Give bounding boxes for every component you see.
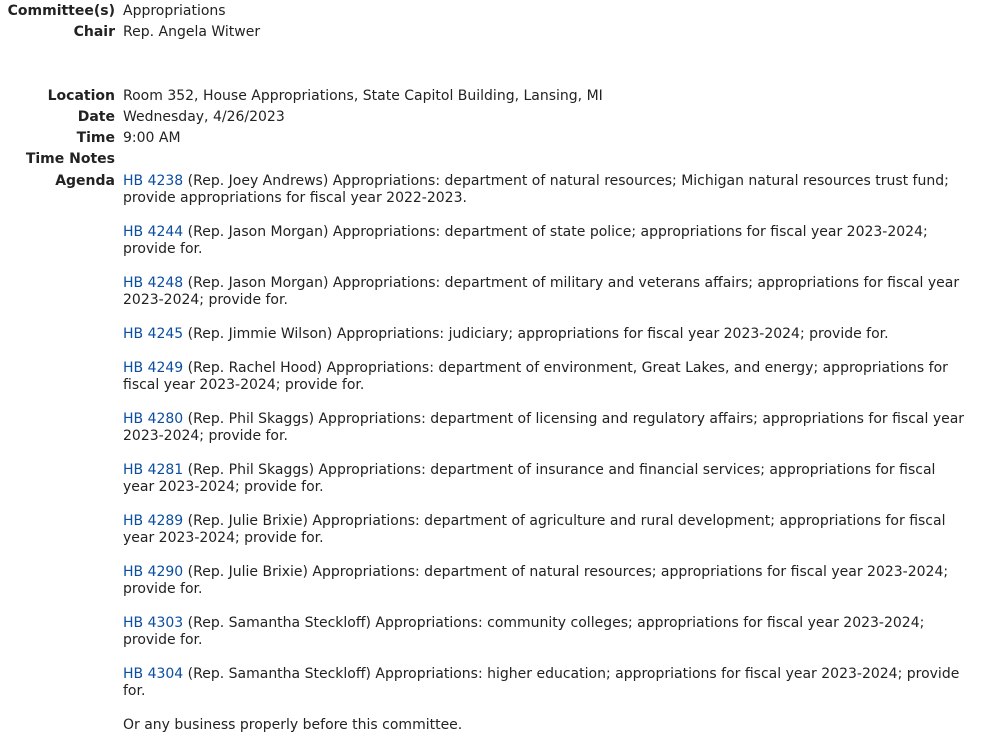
bill-link-hb-4248[interactable]: HB 4248 (123, 275, 184, 291)
committee-value: Appropriations (123, 3, 226, 19)
location-label: Location (47, 88, 115, 104)
bill-link-hb-4244[interactable]: HB 4244 (123, 224, 184, 240)
agenda-item (123, 513, 968, 547)
closing-note: Or any business properly before this committee. (123, 717, 463, 733)
bill-link-hb-4280[interactable]: HB 4280 (123, 411, 184, 427)
agenda-item-text: (Rep. Samantha Steckloff) Appropriations: community colleges; appropriations for fiscal year 2023-2024; provide for. (123, 615, 925, 648)
date-row (0, 109, 1000, 126)
agenda-item (123, 224, 968, 258)
time-notes-row (0, 151, 1000, 168)
agenda-item-text: (Rep. Samantha Steckloff) Appropriations: higher education; appropriations for fiscal year 2023-2024; provide for. (123, 666, 960, 699)
agenda-item (123, 173, 968, 207)
agenda-item (123, 666, 968, 700)
agenda-item (123, 564, 968, 598)
agenda-item-text: (Rep. Phil Skaggs) Appropriations: department of insurance and financial services; appropriations for fiscal year 2023-2024; provide for. (123, 462, 936, 495)
chair-label: Chair (73, 24, 115, 40)
agenda-item-text: (Rep. Jason Morgan) Appropriations: department of military and veterans affairs; appropriations for fiscal year 2023-2024; provide for. (123, 275, 960, 308)
agenda-item (123, 275, 968, 309)
agenda-label: Agenda (55, 173, 115, 189)
agenda-item (123, 615, 968, 649)
chair-row (0, 24, 1000, 41)
time-label: Time (76, 130, 115, 146)
bill-link-hb-4249[interactable]: HB 4249 (123, 360, 184, 376)
agenda-item-text: (Rep. Jason Morgan) Appropriations: department of state police; appropriations for fiscal year 2023-2024; provide for. (123, 224, 928, 257)
bill-link-hb-4290[interactable]: HB 4290 (123, 564, 184, 580)
agenda-item (123, 462, 968, 496)
location-row (0, 88, 1000, 105)
committee-label: Committee(s) (7, 3, 115, 19)
agenda-item-text: (Rep. Rachel Hood) Appropriations: department of environment, Great Lakes, and energy; appropriations for fiscal year 2023-2024; provide for. (123, 360, 948, 393)
bill-link-hb-4303[interactable]: HB 4303 (123, 615, 184, 631)
agenda-item (123, 326, 968, 343)
agenda-item-text: (Rep. Jimmie Wilson) Appropriations: judiciary; appropriations for fiscal year 2023-2024; provide for. (183, 326, 889, 342)
bill-link-hb-4289[interactable]: HB 4289 (123, 513, 184, 529)
bill-link-hb-4304[interactable]: HB 4304 (123, 666, 184, 682)
agenda-item-text: (Rep. Julie Brixie) Appropriations: department of agriculture and rural development; appropriations for fiscal year 2023-2024; provide for. (123, 513, 946, 546)
agenda-item-text: (Rep. Phil Skaggs) Appropriations: department of licensing and regulatory affairs; appropriations for fiscal year 2023-2024; provide for. (123, 411, 965, 444)
bill-link-hb-4238[interactable]: HB 4238 (123, 173, 184, 189)
time-row (0, 130, 1000, 147)
agenda-item-text: (Rep. Julie Brixie) Appropriations: department of natural resources; appropriations for fiscal year 2023-2024; provide for. (123, 564, 949, 597)
bill-link-hb-4245[interactable]: HB 4245 (123, 326, 184, 342)
agenda-list (123, 173, 968, 734)
location-value: Room 352, House Appropriations, State Capitol Building, Lansing, MI (123, 88, 603, 104)
bill-link-hb-4281[interactable]: HB 4281 (123, 462, 184, 478)
date-label: Date (77, 109, 115, 125)
time-notes-label: Time Notes (25, 151, 115, 167)
agenda-item-text: (Rep. Joey Andrews) Appropriations: department of natural resources; Michigan natural resources trust fund; provide appropriations for fiscal year 2022-2023. (123, 173, 949, 206)
date-value: Wednesday, 4/26/2023 (123, 109, 285, 125)
committee-row (0, 3, 1000, 20)
time-value: 9:00 AM (123, 130, 181, 146)
chair-value: Rep. Angela Witwer (123, 24, 261, 40)
agenda-item (123, 411, 968, 445)
agenda-item (123, 360, 968, 394)
